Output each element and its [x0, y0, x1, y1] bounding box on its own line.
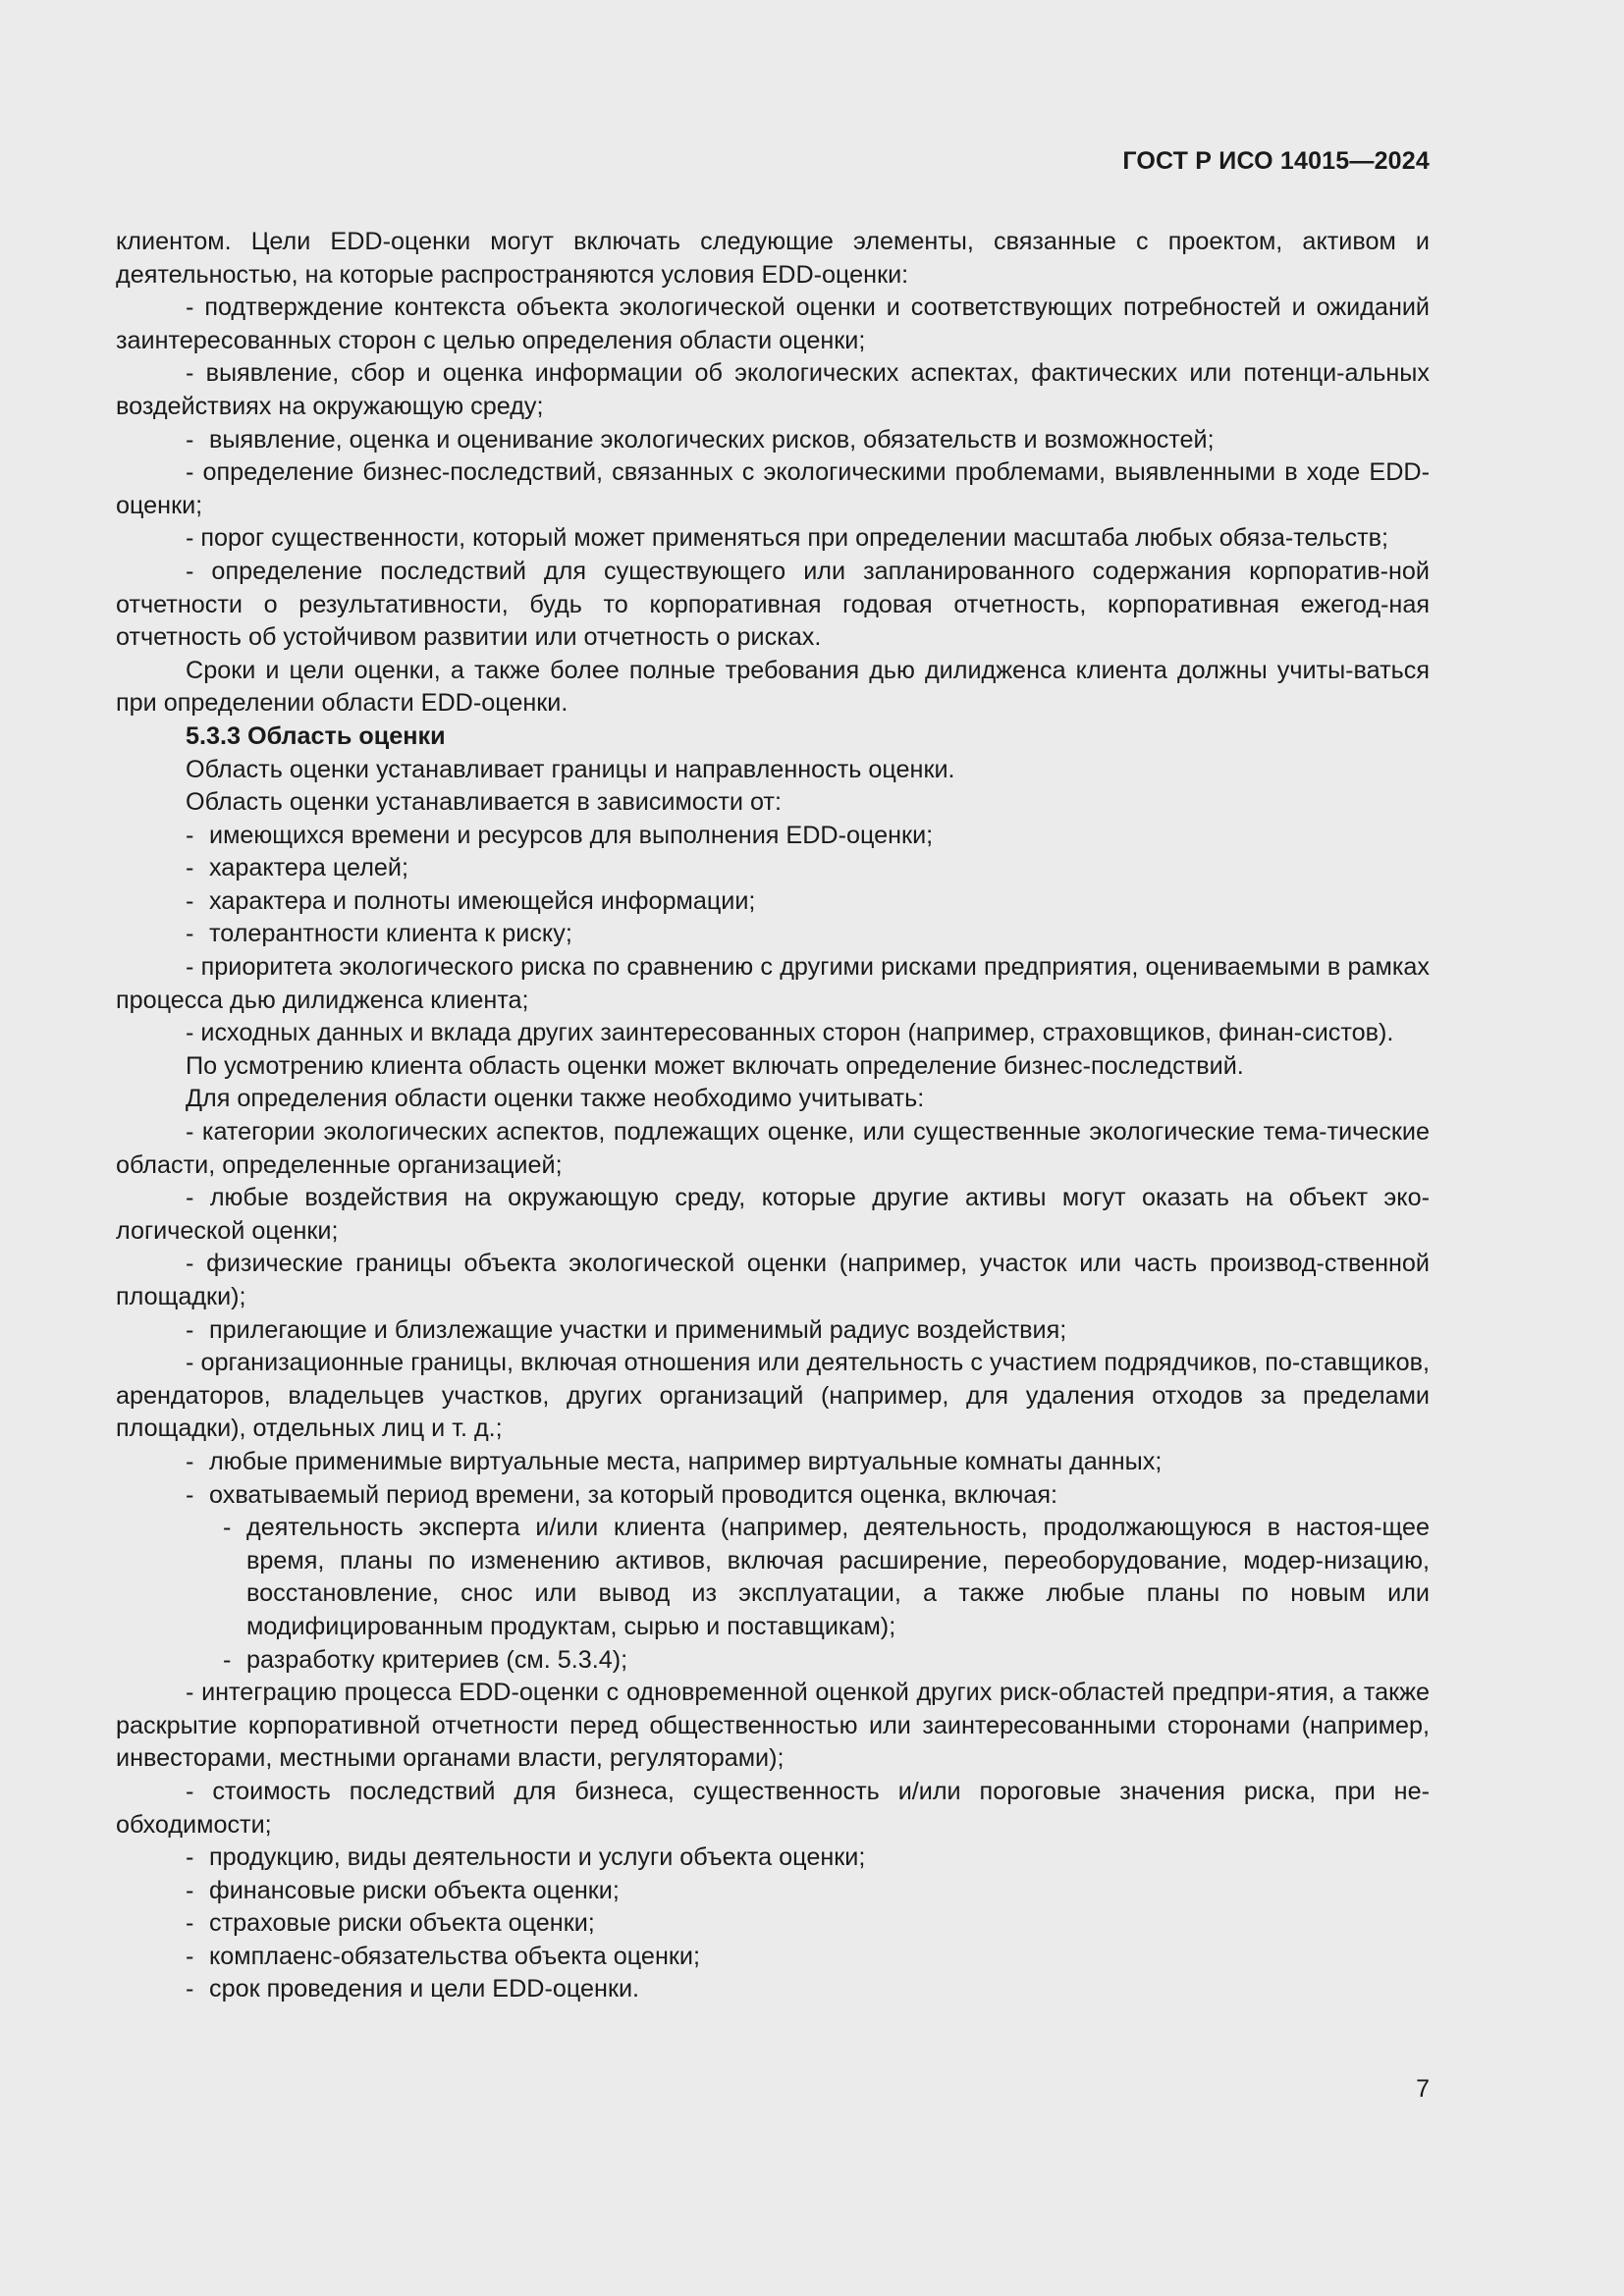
paragraph: - стоимость последствий для бизнеса, существенность и/или пороговые значения риска, при не-обходимости; [116, 1777, 1430, 1839]
list-item [116, 1973, 1430, 2006]
sub-list-item [116, 1644, 1430, 1678]
paragraph: - организационные границы, включая отношения или деятельность с участием подрядчиков, по-ставщиков, арендаторов, владельцев участков, других организаций (например, для удаления отходов за пределами площадки), отдельных лиц и т. д.; [116, 1349, 1430, 1443]
list-item [116, 1479, 1430, 1513]
list-item-text: охватываемый период времени, за который проводится оценка, включая: [209, 1480, 1058, 1509]
list-dash: - [186, 1975, 194, 2003]
paragraph: - подтверждение контекста объекта экологической оценки и соответствующих потребностей и ожиданий заинтересованных сторон с целью определения области оценки; [116, 294, 1430, 354]
paragraph: - определение последствий для существующего или запланированного содержания корпоратив-ной отчетности о результативности, будь то корпоративная годовая отчетность, корпоративная ежегод-ная отчетность об устойчивом развитии или отчетность о рисках. [116, 557, 1430, 652]
paragraph: клиентом. Цели EDD-оценки могут включать следующие элементы, связанные с проектом, активом и деятельностью, на которые распространяются условия EDD-оценки: [116, 228, 1430, 289]
list-item [116, 885, 1430, 919]
list-item [116, 1907, 1430, 1941]
list-item-text: срок проведения и цели EDD-оценки. [209, 1975, 640, 2003]
document-body [116, 226, 1430, 2006]
paragraph: - исходных данных и вклада других заинтересованных сторон (например, страховщиков, финан-систов). [186, 1019, 1394, 1047]
list-item [116, 918, 1430, 951]
list-dash: - [186, 854, 194, 882]
list-item-text: финансовые риски объекта оценки; [209, 1876, 620, 1904]
list-dash: - [186, 1480, 194, 1509]
list-item-text: продукцию, виды деятельности и услуги объекта оценки; [209, 1843, 866, 1872]
list-item [116, 852, 1430, 885]
list-dash: - [186, 886, 194, 915]
list-item-text: комплаенс-обязательства объекта оценки; [209, 1942, 700, 1970]
list-dash: - [223, 1514, 232, 1542]
list-item [116, 1941, 1430, 1974]
section-heading: 5.3.3 Область оценки [186, 721, 446, 750]
paragraph: - выявление, сбор и оценка информации об экологических аспектах, фактических или потенци-альных воздействиях на окружающую среду; [116, 359, 1430, 420]
list-dash: - [186, 920, 194, 948]
list-item-text: любые применимые виртуальные места, например виртуальные комнаты данных; [209, 1447, 1163, 1475]
list-item-text: деятельность эксперта и/или клиента (например, деятельность, продолжающуюся в настоя-щее время, планы по изменению активов, включая расширение, переоборудование, модер-низацию, восстановление, снос или вывод из эксплуатации, а также любые планы по новым или модифицированным продуктам, сырью и поставщикам); [246, 1514, 1430, 1640]
paragraph: - физические границы объекта экологической оценки (например, участок или часть производ-ственной площадки); [116, 1250, 1430, 1310]
paragraph: - приоритета экологического риска по сравнению с другими рисками предприятия, оцениваемыми в рамках процесса дью дилидженса клиента; [116, 953, 1430, 1014]
list-dash: - [186, 821, 194, 849]
list-item-text: толерантности клиента к риску; [209, 920, 572, 948]
paragraph: - категории экологических аспектов, подлежащих оценке, или существенные экологические тема-тические области, определенные организацией; [116, 1118, 1430, 1179]
list-item [116, 424, 1430, 457]
paragraph: Область оценки устанавливает границы и направленность оценки. [186, 755, 955, 783]
sub-list-item [116, 1512, 1430, 1643]
list-dash: - [186, 1843, 194, 1872]
list-item-text: характера целей; [209, 854, 408, 882]
list-item-text: страховые риски объекта оценки; [209, 1909, 595, 1938]
list-item-text: прилегающие и близлежащие участки и применимый радиус воздействия; [209, 1315, 1067, 1344]
list-item-text: имеющихся времени и ресурсов для выполнения EDD-оценки; [209, 821, 934, 849]
list-dash: - [186, 1909, 194, 1938]
list-item [116, 1842, 1430, 1875]
paragraph: Сроки и цели оценки, а также более полные требования дью дилидженса клиента должны учиты-ваться при определении области EDD-оценки. [116, 656, 1430, 718]
list-dash: - [186, 1942, 194, 1970]
list-item [116, 1446, 1430, 1479]
paragraph: - определение бизнес-последствий, связанных с экологическими проблемами, выявленными в ходе EDD-оценки; [116, 458, 1430, 519]
list-dash: - [186, 1447, 194, 1475]
paragraph: По усмотрению клиента область оценки может включать определение бизнес-последствий. [186, 1051, 1244, 1080]
list-item [116, 820, 1430, 853]
list-dash: - [186, 425, 194, 454]
list-item [116, 1314, 1430, 1348]
paragraph: Для определения области оценки также необходимо учитывать: [186, 1085, 925, 1113]
list-dash: - [186, 1876, 194, 1904]
list-dash: - [223, 1645, 232, 1674]
list-item-text: выявление, оценка и оценивание экологических рисков, обязательств и возможностей; [209, 425, 1215, 454]
paragraph: Область оценки устанавливается в зависимости от: [186, 788, 782, 817]
document-header: ГОСТ Р ИСО 14015—2024 [1122, 147, 1430, 175]
paragraph: - любые воздействия на окружающую среду, которые другие активы могут оказать на объект эко-логической оценки; [116, 1184, 1430, 1245]
page-number: 7 [1416, 2075, 1430, 2103]
paragraph: - интеграцию процесса EDD-оценки с одновременной оценкой других риск-областей предпри-ятия, а также раскрытие корпоративной отчетности перед общественностью или заинтересованными сторонами (например, инвесторами, местными органами власти, регуляторами); [116, 1679, 1430, 1773]
paragraph: - порог существенности, который может применяться при определении масштаба любых обяза-тельств; [186, 524, 1389, 553]
list-dash: - [186, 1315, 194, 1344]
list-item [116, 1875, 1430, 1908]
list-item-text: разработку критериев (см. 5.3.4); [246, 1645, 628, 1674]
list-item-text: характера и полноты имеющейся информации; [209, 886, 756, 915]
